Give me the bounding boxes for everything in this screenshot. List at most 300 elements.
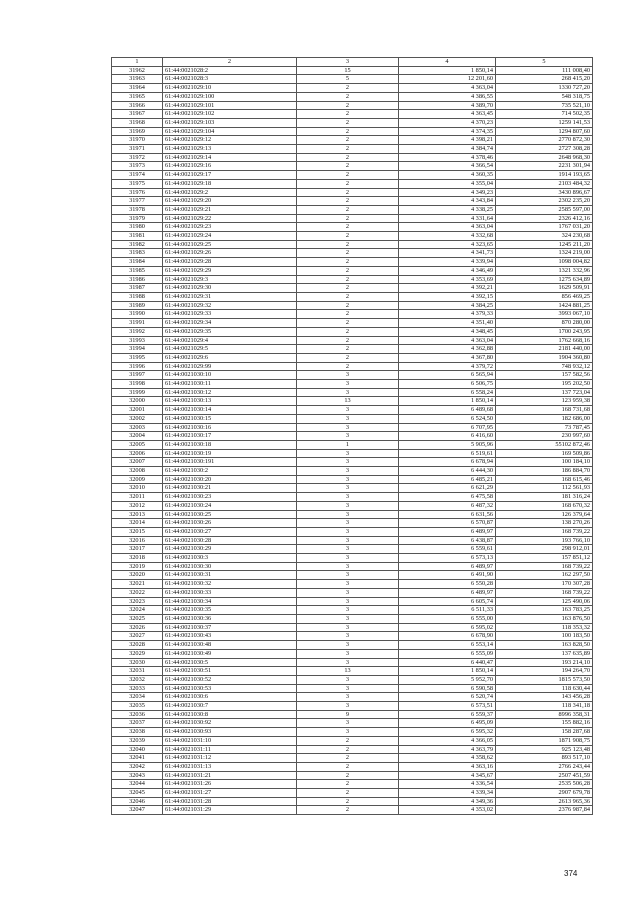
table-cell: 1 850,14 bbox=[399, 397, 496, 406]
table-cell: 31997 bbox=[112, 371, 163, 380]
table-row bbox=[112, 745, 593, 754]
table-cell: 3 bbox=[297, 388, 399, 397]
table-cell: 32020 bbox=[112, 571, 163, 580]
table-cell: 32035 bbox=[112, 702, 163, 711]
table-cell: 2766 243,44 bbox=[496, 762, 593, 771]
table-row bbox=[112, 353, 593, 362]
table-cell: 181 316,24 bbox=[496, 493, 593, 502]
table-cell: 4 355,04 bbox=[399, 179, 496, 188]
table-cell: 31990 bbox=[112, 310, 163, 319]
table-cell: 168 670,32 bbox=[496, 501, 593, 510]
table-row bbox=[112, 467, 593, 476]
table-cell: 61:44:0021030:8 bbox=[163, 710, 297, 719]
table-cell: 3 bbox=[297, 554, 399, 563]
table-cell: 3 bbox=[297, 658, 399, 667]
table-row bbox=[112, 258, 593, 267]
table-cell: 194 264,70 bbox=[496, 667, 593, 676]
table-cell: 32045 bbox=[112, 789, 163, 798]
table-cell: 61:44:0021031:27 bbox=[163, 789, 297, 798]
table-body bbox=[112, 66, 593, 814]
table-row bbox=[112, 536, 593, 545]
table-cell: 168 739,22 bbox=[496, 588, 593, 597]
table-cell: 2 bbox=[297, 284, 399, 293]
table-cell: 3 bbox=[297, 371, 399, 380]
table-cell: 61:44:0021029:13 bbox=[163, 145, 297, 154]
table-cell: 3 bbox=[297, 562, 399, 571]
table-row bbox=[112, 319, 593, 328]
table-cell: 2 bbox=[297, 205, 399, 214]
table-cell: 13 bbox=[297, 397, 399, 406]
table-cell: 31985 bbox=[112, 266, 163, 275]
table-cell: 6 631,56 bbox=[399, 510, 496, 519]
table-cell: 31994 bbox=[112, 345, 163, 354]
table-cell: 3 bbox=[297, 414, 399, 423]
table-cell: 32004 bbox=[112, 432, 163, 441]
table-cell: 32046 bbox=[112, 797, 163, 806]
table-cell: 61:44:0021031:28 bbox=[163, 797, 297, 806]
table-cell: 6 506,75 bbox=[399, 380, 496, 389]
table-cell: 3 bbox=[297, 545, 399, 554]
table-row bbox=[112, 232, 593, 241]
table-cell: 4 363,16 bbox=[399, 762, 496, 771]
table-cell: 2648 968,30 bbox=[496, 153, 593, 162]
table-cell: 61:44:0021030:12 bbox=[163, 388, 297, 397]
table-cell: 6 511,33 bbox=[399, 606, 496, 615]
table-cell: 3 bbox=[297, 684, 399, 693]
table-cell: 32019 bbox=[112, 562, 163, 571]
table-cell: 6 489,68 bbox=[399, 406, 496, 415]
table-cell: 61:44:0021029:29 bbox=[163, 266, 297, 275]
table-cell: 4 349,23 bbox=[399, 188, 496, 197]
table-cell: 32044 bbox=[112, 780, 163, 789]
table-cell: 31970 bbox=[112, 136, 163, 145]
table-cell: 168 739,22 bbox=[496, 562, 593, 571]
table-cell: 714 502,35 bbox=[496, 110, 593, 119]
table-row bbox=[112, 675, 593, 684]
table-cell: 2 bbox=[297, 179, 399, 188]
table-row bbox=[112, 458, 593, 467]
table-cell: 100 183,50 bbox=[496, 632, 593, 641]
table-cell: 61:44:0021030:35 bbox=[163, 606, 297, 615]
table-cell: 4 343,84 bbox=[399, 197, 496, 206]
table-cell: 32047 bbox=[112, 806, 163, 815]
table-cell: 32010 bbox=[112, 484, 163, 493]
table-row bbox=[112, 84, 593, 93]
table-cell: 61:44:0021031:10 bbox=[163, 736, 297, 745]
table-cell: 3 bbox=[297, 493, 399, 502]
table-cell: 4 339,94 bbox=[399, 258, 496, 267]
table-cell: 6 438,87 bbox=[399, 536, 496, 545]
table-row bbox=[112, 284, 593, 293]
table-cell: 61:44:0021029:32 bbox=[163, 301, 297, 310]
table-cell: 2 bbox=[297, 327, 399, 336]
table-cell: 123 959,38 bbox=[496, 397, 593, 406]
table-row bbox=[112, 545, 593, 554]
table-cell: 61:44:0021029:26 bbox=[163, 249, 297, 258]
table-cell: 2 bbox=[297, 223, 399, 232]
table-cell: 324 230,68 bbox=[496, 232, 593, 241]
table-cell: 61:44:0021030:93 bbox=[163, 728, 297, 737]
table-cell: 4 363,04 bbox=[399, 84, 496, 93]
table-row bbox=[112, 615, 593, 624]
table-row bbox=[112, 362, 593, 371]
table-cell: 61:44:0021031:29 bbox=[163, 806, 297, 815]
table-cell: 61:44:0021030:30 bbox=[163, 562, 297, 571]
table-cell: 2 bbox=[297, 806, 399, 815]
table-cell: 8996 358,31 bbox=[496, 710, 593, 719]
table-row bbox=[112, 641, 593, 650]
table-cell: 61:44:0021031:11 bbox=[163, 745, 297, 754]
table-row bbox=[112, 728, 593, 737]
table-cell: 31962 bbox=[112, 66, 163, 75]
table-row bbox=[112, 693, 593, 702]
table-cell: 61:44:0021030:6 bbox=[163, 693, 297, 702]
table-cell: 2 bbox=[297, 771, 399, 780]
table-cell: 61:44:0021030:3 bbox=[163, 554, 297, 563]
table-cell: 61:44:0021030:10 bbox=[163, 371, 297, 380]
table-cell: 4 398,21 bbox=[399, 136, 496, 145]
table-cell: 158 287,68 bbox=[496, 728, 593, 737]
table-cell: 31976 bbox=[112, 188, 163, 197]
column-header: 2 bbox=[163, 58, 297, 67]
table-cell: 31988 bbox=[112, 292, 163, 301]
table-cell: 32013 bbox=[112, 510, 163, 519]
table-cell: 32007 bbox=[112, 458, 163, 467]
table-cell: 4 363,04 bbox=[399, 336, 496, 345]
table-cell: 1324 219,00 bbox=[496, 249, 593, 258]
table-cell: 61:44:0021029:20 bbox=[163, 197, 297, 206]
table-cell: 61:44:0021029:30 bbox=[163, 284, 297, 293]
table-cell: 31996 bbox=[112, 362, 163, 371]
table-cell: 6 519,61 bbox=[399, 449, 496, 458]
table-row bbox=[112, 414, 593, 423]
table-cell: 32006 bbox=[112, 449, 163, 458]
table-cell: 31972 bbox=[112, 153, 163, 162]
table-cell: 2 bbox=[297, 736, 399, 745]
table-cell: 61:44:0021030:51 bbox=[163, 667, 297, 676]
table-cell: 1330 727,20 bbox=[496, 84, 593, 93]
table-cell: 6 678,94 bbox=[399, 458, 496, 467]
table-cell: 61:44:0021029:6 bbox=[163, 353, 297, 362]
table-cell: 61:44:0021029:4 bbox=[163, 336, 297, 345]
table-cell: 1629 509,91 bbox=[496, 284, 593, 293]
table-cell: 61:44:0021030:29 bbox=[163, 545, 297, 554]
table-row bbox=[112, 771, 593, 780]
table-cell: 118 630,44 bbox=[496, 684, 593, 693]
table-cell: 6 444,30 bbox=[399, 467, 496, 476]
table-cell: 31986 bbox=[112, 275, 163, 284]
table-cell: 32017 bbox=[112, 545, 163, 554]
table-cell: 32032 bbox=[112, 675, 163, 684]
table-cell: 2 bbox=[297, 797, 399, 806]
table-cell: 3 bbox=[297, 588, 399, 597]
table-row bbox=[112, 153, 593, 162]
table-cell: 3 bbox=[297, 510, 399, 519]
table-cell: 170 307,28 bbox=[496, 580, 593, 589]
table-cell: 112 561,93 bbox=[496, 484, 593, 493]
table-cell: 61:44:0021029:3 bbox=[163, 275, 297, 284]
table-cell: 2613 965,36 bbox=[496, 797, 593, 806]
table-cell: 61:44:0021029:99 bbox=[163, 362, 297, 371]
table-cell: 4 384,25 bbox=[399, 301, 496, 310]
table-cell: 31975 bbox=[112, 179, 163, 188]
table-row bbox=[112, 493, 593, 502]
table-cell: 61:44:0021029:104 bbox=[163, 127, 297, 136]
table-cell: 31969 bbox=[112, 127, 163, 136]
table-cell: 3 bbox=[297, 571, 399, 580]
table-cell: 61:44:0021029:35 bbox=[163, 327, 297, 336]
table-cell: 31980 bbox=[112, 223, 163, 232]
table-cell: 32022 bbox=[112, 588, 163, 597]
table-cell: 3 bbox=[297, 406, 399, 415]
table-cell: 2 bbox=[297, 292, 399, 301]
table-row bbox=[112, 527, 593, 536]
table-cell: 3993 067,10 bbox=[496, 310, 593, 319]
table-cell: 61:44:0021029:34 bbox=[163, 319, 297, 328]
table-cell: 13 bbox=[297, 667, 399, 676]
table-cell: 3 bbox=[297, 623, 399, 632]
table-cell: 32015 bbox=[112, 527, 163, 536]
table-cell: 3430 896,67 bbox=[496, 188, 593, 197]
table-cell: 61:44:0021029:33 bbox=[163, 310, 297, 319]
table-cell: 6 565,94 bbox=[399, 371, 496, 380]
table-row bbox=[112, 580, 593, 589]
table-cell: 4 358,62 bbox=[399, 754, 496, 763]
table-cell: 2103 484,32 bbox=[496, 179, 593, 188]
table-cell: 31987 bbox=[112, 284, 163, 293]
table-cell: 2 bbox=[297, 301, 399, 310]
table-cell: 31973 bbox=[112, 162, 163, 171]
table-cell: 735 521,10 bbox=[496, 101, 593, 110]
table-cell: 2 bbox=[297, 345, 399, 354]
table-cell: 4 392,15 bbox=[399, 292, 496, 301]
table-cell: 125 490,06 bbox=[496, 597, 593, 606]
table-cell: 2231 301,94 bbox=[496, 162, 593, 171]
table-cell: 61:44:0021031:21 bbox=[163, 771, 297, 780]
table-cell: 32021 bbox=[112, 580, 163, 589]
table-cell: 32042 bbox=[112, 762, 163, 771]
table-cell: 1700 243,95 bbox=[496, 327, 593, 336]
table-cell: 2 bbox=[297, 258, 399, 267]
table-cell: 31965 bbox=[112, 92, 163, 101]
table-cell: 2181 440,00 bbox=[496, 345, 593, 354]
table-cell: 168 739,22 bbox=[496, 527, 593, 536]
table-cell: 870 280,00 bbox=[496, 319, 593, 328]
table-cell: 4 366,54 bbox=[399, 162, 496, 171]
table-cell: 61:44:0021030:48 bbox=[163, 641, 297, 650]
table-row bbox=[112, 406, 593, 415]
table-row bbox=[112, 197, 593, 206]
table-cell: 61:44:0021030:23 bbox=[163, 493, 297, 502]
cadastral-data-table bbox=[111, 57, 593, 815]
table-cell: 2 bbox=[297, 275, 399, 284]
table-cell: 32018 bbox=[112, 554, 163, 563]
table-cell: 31995 bbox=[112, 353, 163, 362]
table-cell: 32016 bbox=[112, 536, 163, 545]
table-cell: 61:44:0021029:21 bbox=[163, 205, 297, 214]
table-row bbox=[112, 475, 593, 484]
table-cell: 4 392,21 bbox=[399, 284, 496, 293]
table-row bbox=[112, 554, 593, 563]
table-cell: 61:44:0021031:26 bbox=[163, 780, 297, 789]
table-cell: 3 bbox=[297, 675, 399, 684]
table-cell: 2 bbox=[297, 214, 399, 223]
table-row bbox=[112, 789, 593, 798]
table-cell: 3 bbox=[297, 728, 399, 737]
table-row bbox=[112, 754, 593, 763]
table-cell: 1 850,14 bbox=[399, 66, 496, 75]
table-cell: 32025 bbox=[112, 615, 163, 624]
table-cell: 2 bbox=[297, 310, 399, 319]
table-row bbox=[112, 118, 593, 127]
table-cell: 230 997,60 bbox=[496, 432, 593, 441]
table-cell: 3 bbox=[297, 449, 399, 458]
table-cell: 2727 308,28 bbox=[496, 145, 593, 154]
table-cell: 4 363,45 bbox=[399, 110, 496, 119]
table-cell: 32003 bbox=[112, 423, 163, 432]
table-cell: 1321 332,96 bbox=[496, 266, 593, 275]
table-row bbox=[112, 449, 593, 458]
table-cell: 6 555,09 bbox=[399, 649, 496, 658]
table-cell: 4 323,65 bbox=[399, 240, 496, 249]
column-header: 5 bbox=[496, 58, 593, 67]
table-cell: 2 bbox=[297, 127, 399, 136]
table-cell: 61:44:0021030:37 bbox=[163, 623, 297, 632]
table-row bbox=[112, 388, 593, 397]
table-cell: 3 bbox=[297, 702, 399, 711]
table-row bbox=[112, 702, 593, 711]
table-cell: 61:44:0021030:53 bbox=[163, 684, 297, 693]
table-cell: 31963 bbox=[112, 75, 163, 84]
table-row bbox=[112, 797, 593, 806]
table-cell: 893 517,10 bbox=[496, 754, 593, 763]
table-cell: 3 bbox=[297, 597, 399, 606]
table-cell: 32030 bbox=[112, 658, 163, 667]
table-cell: 126 379,64 bbox=[496, 510, 593, 519]
table-cell: 1275 634,89 bbox=[496, 275, 593, 284]
table-header-row bbox=[112, 58, 593, 67]
table-cell: 268 415,20 bbox=[496, 75, 593, 84]
table-row bbox=[112, 736, 593, 745]
table-row bbox=[112, 667, 593, 676]
table-cell: 32034 bbox=[112, 693, 163, 702]
table-cell: 2376 987,84 bbox=[496, 806, 593, 815]
table-cell: 4 339,34 bbox=[399, 789, 496, 798]
table-cell: 61:44:0021030:43 bbox=[163, 632, 297, 641]
table-cell: 1767 031,20 bbox=[496, 223, 593, 232]
table-cell: 61:44:0021030:18 bbox=[163, 440, 297, 449]
table-row bbox=[112, 101, 593, 110]
table-cell: 193 214,10 bbox=[496, 658, 593, 667]
table-cell: 2 bbox=[297, 249, 399, 258]
table-cell: 2 bbox=[297, 362, 399, 371]
table-cell: 2 bbox=[297, 162, 399, 171]
table-cell: 6 555,00 bbox=[399, 615, 496, 624]
table-row bbox=[112, 345, 593, 354]
table-row bbox=[112, 510, 593, 519]
table-row bbox=[112, 92, 593, 101]
table-cell: 6 416,60 bbox=[399, 432, 496, 441]
table-cell: 6 440,47 bbox=[399, 658, 496, 667]
table-cell: 61:44:0021030:49 bbox=[163, 649, 297, 658]
table-row bbox=[112, 327, 593, 336]
table-cell: 3 bbox=[297, 615, 399, 624]
table-cell: 61:44:0021029:103 bbox=[163, 118, 297, 127]
table-cell: 31991 bbox=[112, 319, 163, 328]
table-cell: 6 491,90 bbox=[399, 571, 496, 580]
table-cell: 61:44:0021030:13 bbox=[163, 397, 297, 406]
table-cell: 3 bbox=[297, 606, 399, 615]
table-cell: 61:44:0021030:92 bbox=[163, 719, 297, 728]
table-cell: 2 bbox=[297, 266, 399, 275]
table-cell: 61:44:0021029:18 bbox=[163, 179, 297, 188]
table-cell: 1762 668,16 bbox=[496, 336, 593, 345]
table-row bbox=[112, 649, 593, 658]
table-cell: 2 bbox=[297, 153, 399, 162]
table-cell: 61:44:0021030:26 bbox=[163, 519, 297, 528]
table-cell: 4 370,23 bbox=[399, 118, 496, 127]
table-cell: 2 bbox=[297, 780, 399, 789]
table-row bbox=[112, 214, 593, 223]
table-row bbox=[112, 205, 593, 214]
table-row bbox=[112, 371, 593, 380]
table-row bbox=[112, 249, 593, 258]
table-row bbox=[112, 440, 593, 449]
table-cell: 9 bbox=[297, 710, 399, 719]
table-cell: 2326 412,16 bbox=[496, 214, 593, 223]
table-row bbox=[112, 110, 593, 119]
table-row bbox=[112, 75, 593, 84]
table-cell: 3 bbox=[297, 501, 399, 510]
table-row bbox=[112, 684, 593, 693]
table-cell: 31993 bbox=[112, 336, 163, 345]
table-cell: 2 bbox=[297, 145, 399, 154]
table-row bbox=[112, 380, 593, 389]
table-cell: 2302 235,20 bbox=[496, 197, 593, 206]
table-row bbox=[112, 710, 593, 719]
table-cell: 193 766,10 bbox=[496, 536, 593, 545]
table-cell: 6 595,32 bbox=[399, 728, 496, 737]
table-cell: 32012 bbox=[112, 501, 163, 510]
table-cell: 3 bbox=[297, 649, 399, 658]
table-cell: 4 348,45 bbox=[399, 327, 496, 336]
table-row bbox=[112, 762, 593, 771]
table-cell: 2 bbox=[297, 136, 399, 145]
table-cell: 162 297,50 bbox=[496, 571, 593, 580]
table-cell: 163 828,50 bbox=[496, 641, 593, 650]
table-cell: 1 850,14 bbox=[399, 667, 496, 676]
table-cell: 4 341,73 bbox=[399, 249, 496, 258]
table-cell: 143 456,28 bbox=[496, 693, 593, 702]
table-cell: 31982 bbox=[112, 240, 163, 249]
table-cell: 2770 872,30 bbox=[496, 136, 593, 145]
table-row bbox=[112, 501, 593, 510]
table-cell: 32000 bbox=[112, 397, 163, 406]
table-cell: 31966 bbox=[112, 101, 163, 110]
table-cell: 2 bbox=[297, 754, 399, 763]
table-cell: 61:44:0021030:2 bbox=[163, 467, 297, 476]
table-cell: 6 489,97 bbox=[399, 562, 496, 571]
table-cell: 32029 bbox=[112, 649, 163, 658]
table-cell: 2 bbox=[297, 188, 399, 197]
table-row bbox=[112, 292, 593, 301]
table-cell: 32024 bbox=[112, 606, 163, 615]
table-row bbox=[112, 240, 593, 249]
table-cell: 32038 bbox=[112, 728, 163, 737]
table-row bbox=[112, 571, 593, 580]
table-cell: 856 469,25 bbox=[496, 292, 593, 301]
table-cell: 32039 bbox=[112, 736, 163, 745]
